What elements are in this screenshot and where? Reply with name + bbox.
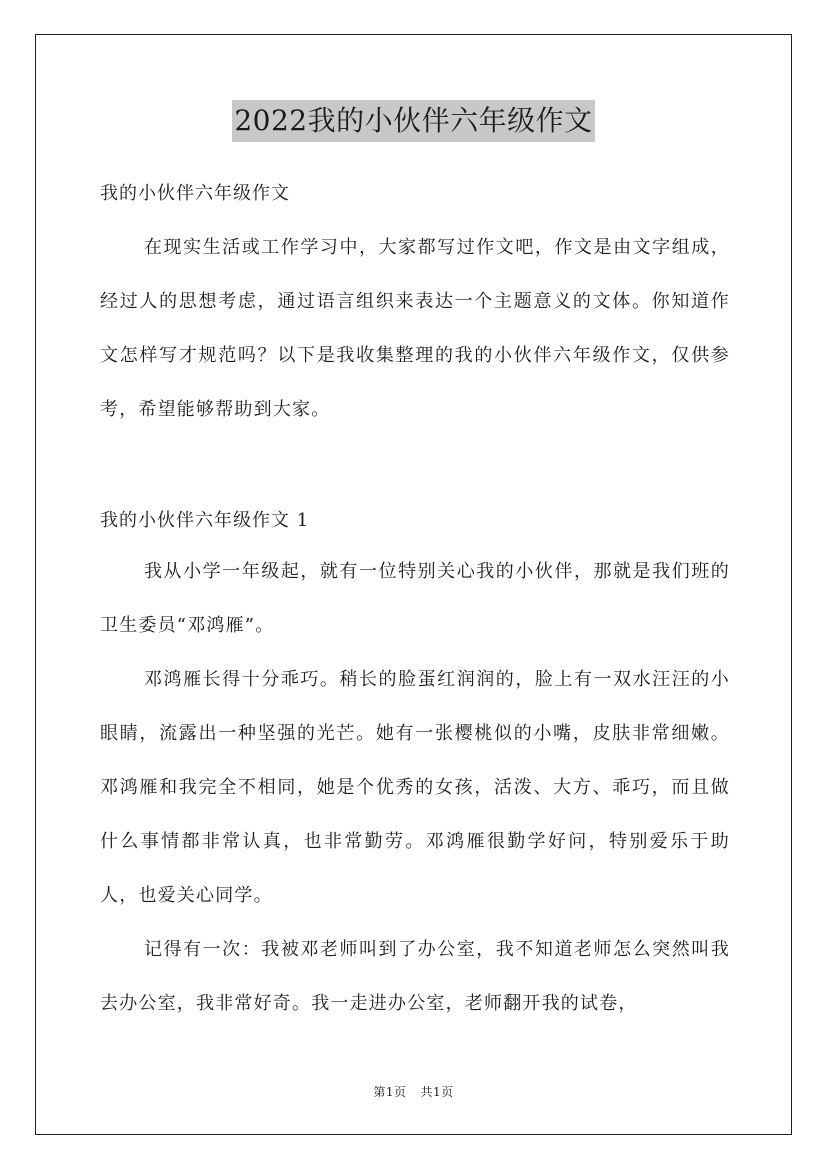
intro-paragraph: 在现实生活或工作学习中，大家都写过作文吧，作文是由文字组成，经过人的思想考虑，通过语言组织来表达一个主题意义的文体。你知道作文怎样写才规范吗？以下是我收集整理的我的小伙伴六年级作文，仅供参考，希望能够帮助到大家。	[100, 237, 730, 420]
page-number: 第1页	[373, 1085, 407, 1099]
body-paragraph-2: 邓鸿雁长得十分乖巧。稍长的脸蛋红润润的，脸上有一双水汪汪的小眼睛，流露出一种坚强的光芒。她有一张樱桃似的小嘴，皮肤非常细嫩。邓鸿雁和我完全不相同，她是个优秀的女孩，活泼、大方、乖巧，而且做什么事情都非常认真，也非常勤劳。邓鸿雁很勤学好问，特别爱乐于助人，也爱关心同学。	[100, 669, 730, 906]
body-paragraph-3: 记得有一次：我被邓老师叫到了办公室，我不知道老师怎么突然叫我去办公室，我非常好奇。我一走进办公室，老师翻开我的试卷，	[100, 939, 730, 1014]
intro-heading: 我的小伙伴六年级作文	[100, 183, 290, 204]
body-paragraph-1: 我从小学一年级起，就有一位特别关心我的小伙伴，那就是我们班的卫生委员“邓鸿雁”。	[100, 561, 730, 636]
title-container	[0, 100, 827, 142]
page-total: 共1页	[420, 1085, 454, 1099]
document-title: 2022我的小伙伴六年级作文	[232, 100, 594, 142]
section-heading: 我的小伙伴六年级作文 1	[100, 510, 310, 531]
page-footer	[0, 1083, 827, 1100]
